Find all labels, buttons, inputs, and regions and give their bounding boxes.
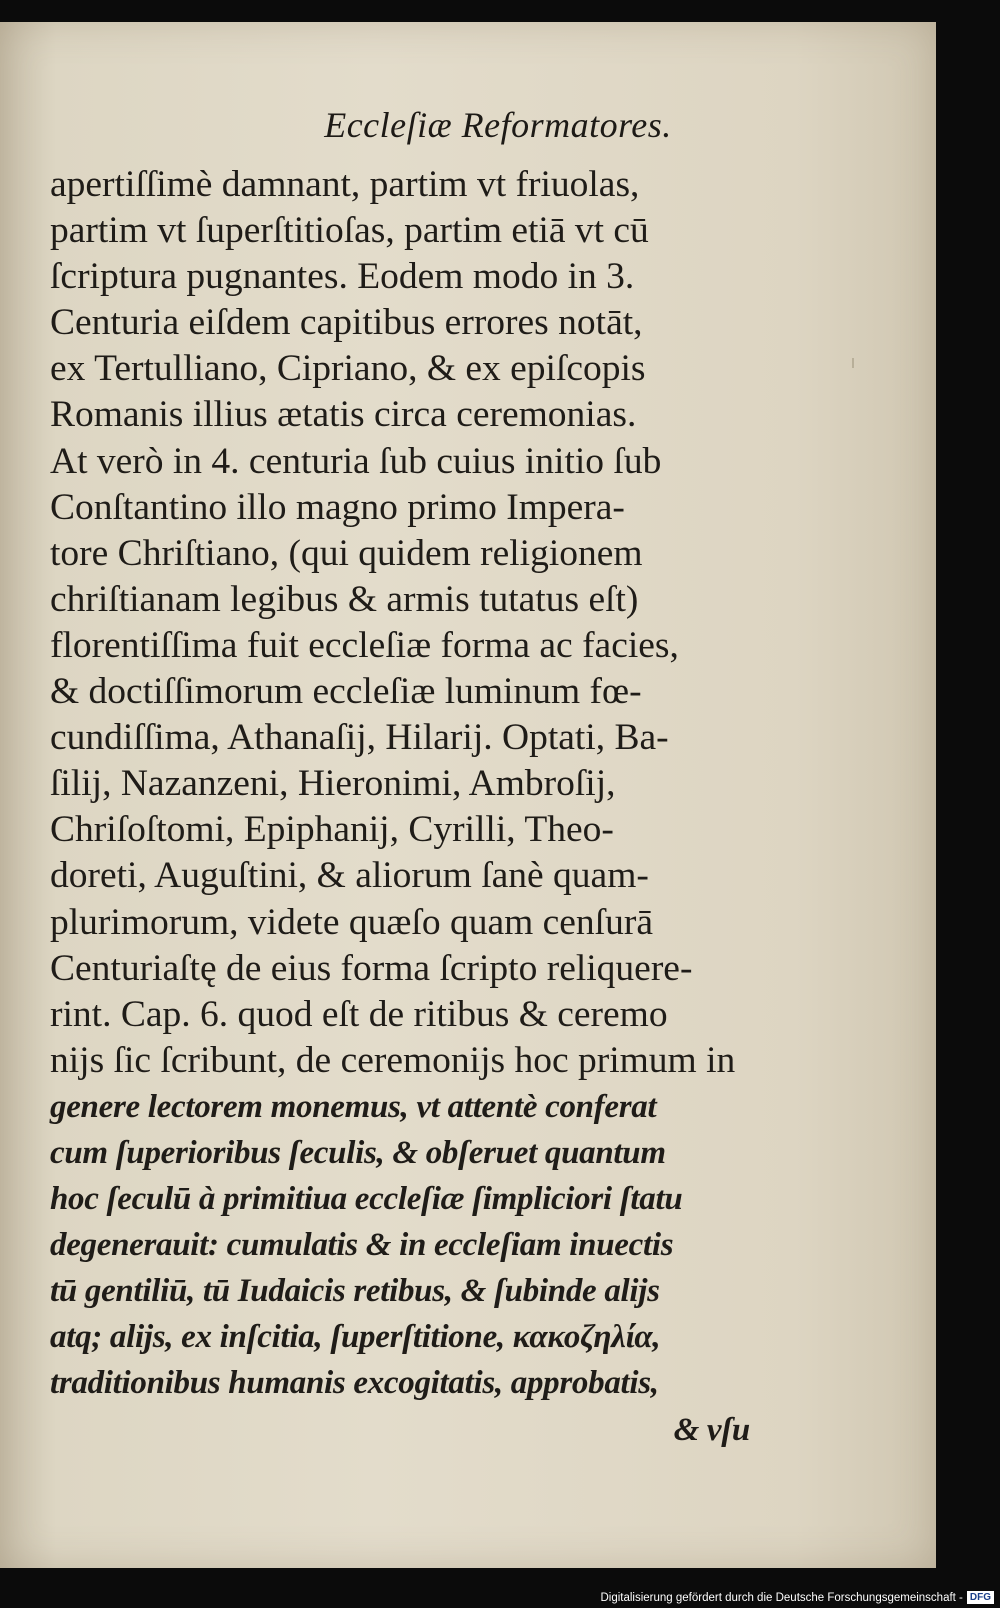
running-head: Eccleſiæ Reformatores. xyxy=(324,105,672,145)
text-line: Centuriaſtę de eius forma ſcripto reliquere- xyxy=(50,947,693,989)
catchword: & vſu xyxy=(673,1411,750,1448)
text-line: plurimorum, videte quæſo quam cenſurā xyxy=(50,901,653,943)
text-line: apertiſſimè damnant, partim vt friuolas, xyxy=(50,164,640,205)
page-mark xyxy=(852,358,860,368)
text-line: & doctiſſimorum eccleſiæ luminum fœ- xyxy=(50,671,642,713)
text-line: nijs ſic ſcribunt, de ceremonijs hoc primum in xyxy=(50,1039,736,1081)
text-line-italic: atq; alijs, ex inſcitia, ſuperſtitione, κακοζηλία, xyxy=(50,1319,661,1356)
text-line: chriſtianam legibus & armis tutatus eſt) xyxy=(50,578,639,620)
text-line: Chriſoſtomi, Epiphanij, Cyrilli, Theo- xyxy=(50,809,614,851)
text-line: cundiſſima, Athanaſij, Hilarij. Optati, Ba- xyxy=(50,717,669,759)
text-line: At verò in 4. centuria ſub cuius initio ſub xyxy=(50,440,662,482)
text-line: doreti, Auguſtini, & aliorum ſanè quam- xyxy=(50,855,649,897)
text-line: tore Chriſtiano, (qui quidem religionem xyxy=(50,532,643,574)
text-line-italic: genere lectorem monemus, vt attentè conferat xyxy=(50,1088,657,1125)
dfg-logo: DFG xyxy=(967,1591,994,1604)
text-line-italic: cum ſuperioribus ſeculis, & obſeruet quantum xyxy=(50,1134,666,1171)
text-line: ſilij, Nazanzeni, Hieronimi, Ambroſij, xyxy=(50,763,616,805)
text-line: ſcriptura pugnantes. Eodem modo in 3. xyxy=(50,256,635,298)
text-line: ex Tertulliano, Cipriano, & ex epiſcopis xyxy=(50,348,646,390)
text-line: florentiſſima fuit eccleſiæ forma ac facies, xyxy=(50,624,679,666)
credit-text: Digitalisierung gefördert durch die Deutsche Forschungsgemeinschaft - xyxy=(600,1591,963,1604)
text-line: Centuria eiſdem capitibus errores notāt, xyxy=(50,302,643,344)
text-line-italic: hoc ſeculū à primitiua eccleſiæ ſimpliciori ſtatu xyxy=(50,1181,683,1218)
digitization-credit xyxy=(600,1591,994,1604)
text-line: partim vt ſuperſtitioſas, partim etiā vt cū xyxy=(50,210,649,252)
text-line: rint. Cap. 6. quod eſt de ritibus & ceremo xyxy=(50,993,668,1035)
text-line-italic: traditionibus humanis excogitatis, approbatis, xyxy=(50,1365,659,1402)
text-line-italic: tū gentiliū, tū Iudaicis retibus, & ſubinde alijs xyxy=(50,1273,660,1310)
text-line: Conſtantino illo magno primo Impera- xyxy=(50,486,625,528)
text-line: Romanis illius ætatis circa ceremonias. xyxy=(50,394,637,436)
body-text xyxy=(50,162,750,1453)
text-line-italic: degenerauit: cumulatis & in eccleſiam inuectis xyxy=(50,1227,674,1264)
book-page xyxy=(0,22,936,1568)
